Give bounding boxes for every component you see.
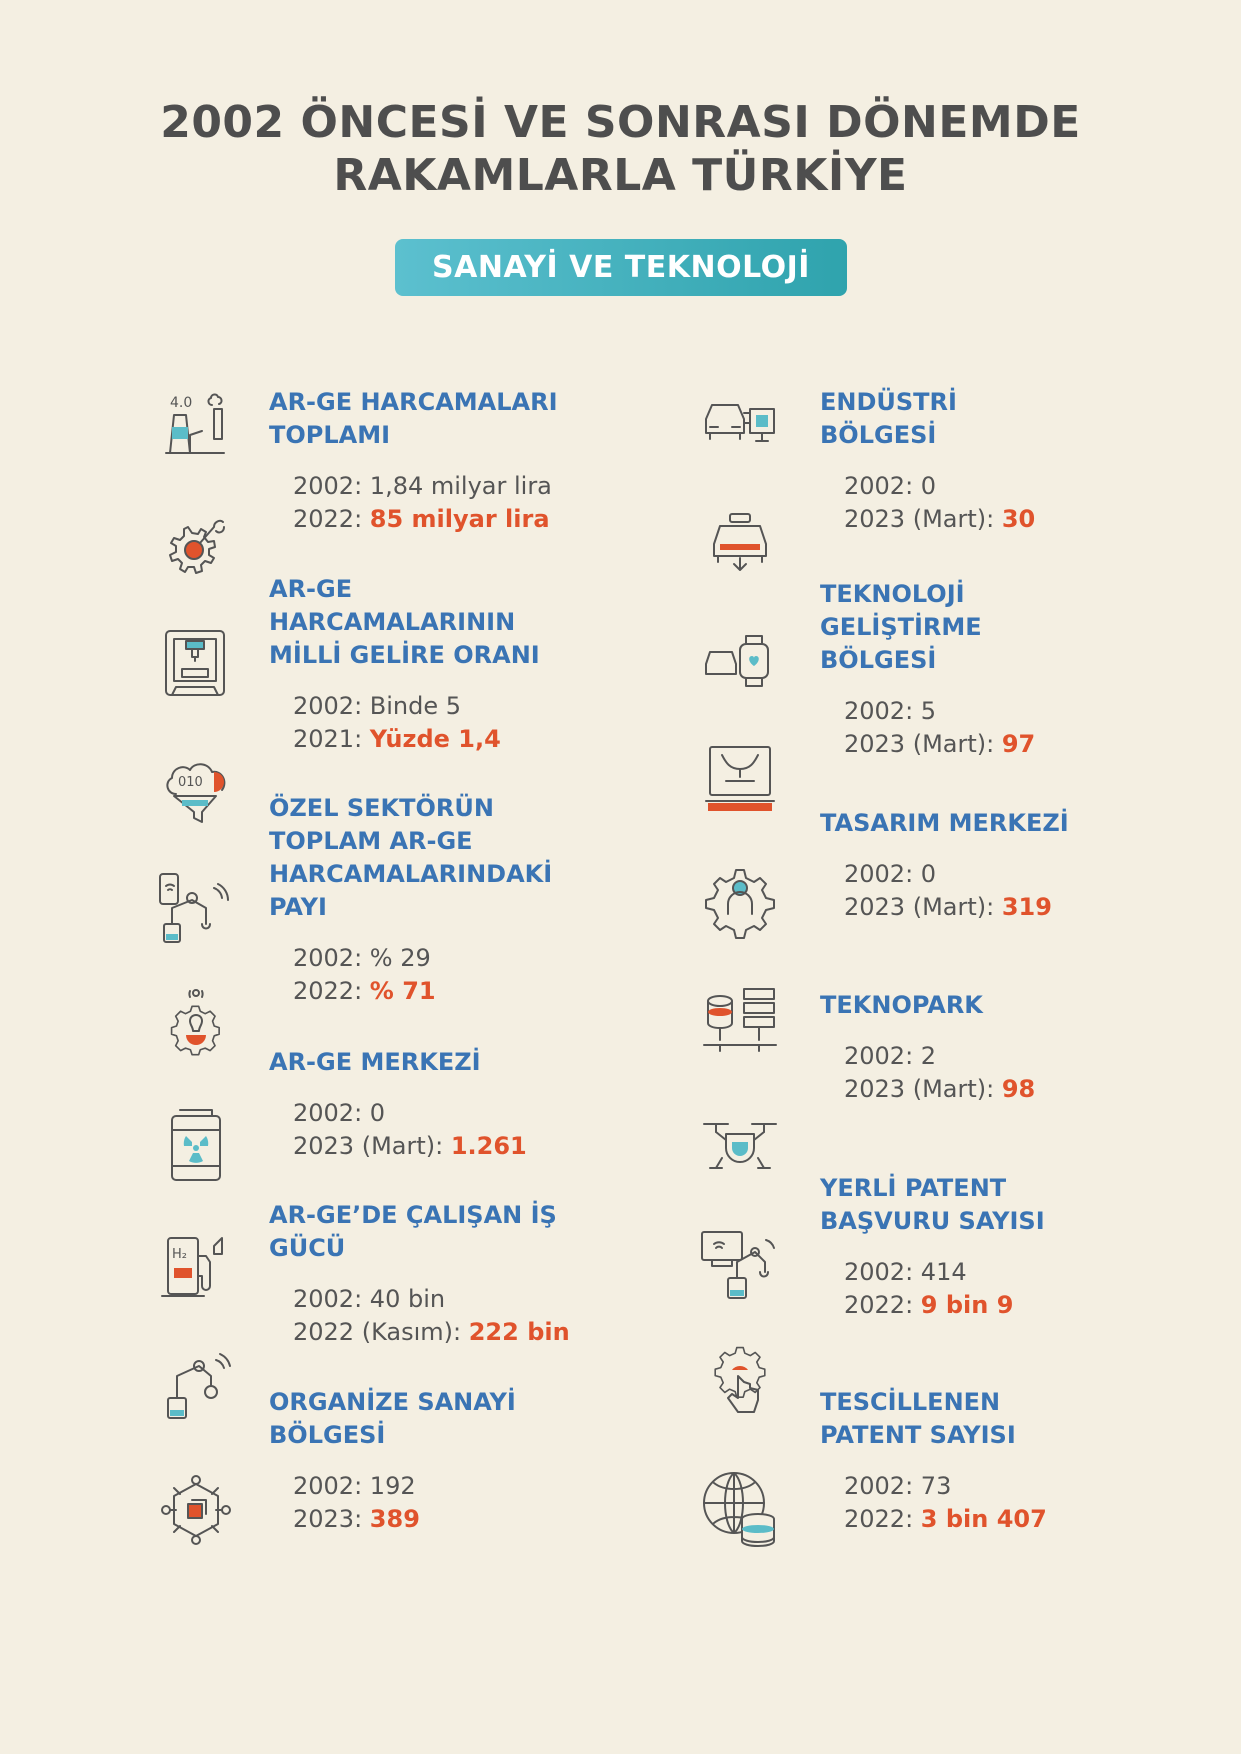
stat-after: 2022: % 71: [293, 977, 436, 1005]
stat-domestic-patent-applications: [820, 1172, 1150, 1322]
stat-organized-industrial-zone: [269, 1386, 609, 1536]
stat-industrial-zone: [820, 386, 1150, 536]
title-line-2: RAKAMLARLA TÜRKİYE: [333, 150, 908, 201]
stat-values: [844, 470, 1150, 536]
stat-before: 2002: 2: [844, 1042, 937, 1070]
stat-heading: TEKNOPARK: [820, 991, 983, 1019]
stat-values: [293, 470, 609, 536]
car-smartwatch-icon: [700, 620, 780, 700]
stat-design-center: [820, 807, 1150, 924]
stat-heading: TEKNOLOJİ GELİŞTİRME BÖLGESİ: [820, 580, 982, 674]
gear-touch-icon: [700, 1346, 780, 1426]
stat-heading: ORGANİZE SANAYİ BÖLGESİ: [269, 1388, 516, 1449]
robot-arm-icon: [156, 1346, 236, 1426]
stat-values: [293, 942, 609, 1008]
stat-before: 2002: 73: [844, 1472, 952, 1500]
stat-after: 2023 (Mart): 30: [844, 505, 1036, 533]
stat-heading: ÖZEL SEKTÖRÜN TOPLAM AR-GE HARCAMALARINDAKİ PAYI: [269, 794, 553, 921]
autonomous-car-icon: [700, 500, 780, 580]
stat-heading: TESCİLLENEN PATENT SAYISI: [820, 1388, 1016, 1449]
car-circuit-icon: [700, 383, 780, 463]
stat-values: [844, 858, 1150, 924]
svg-text:H₂: H₂: [172, 1247, 187, 1262]
stat-rd-gdp-ratio: [269, 573, 609, 756]
stat-heading: AR-GE’DE ÇALIŞAN İŞ GÜCÜ: [269, 1201, 557, 1262]
stat-before: 2002: % 29: [293, 944, 431, 972]
stat-after: 2023: 389: [293, 1505, 420, 1533]
stat-values: [293, 1097, 609, 1163]
globe-database-icon: [700, 1469, 780, 1549]
stat-values: [293, 1283, 609, 1349]
stat-after: 2022: 3 bin 407: [844, 1505, 1047, 1533]
hydrogen-station-icon: [156, 1226, 236, 1306]
stat-before: 2002: 0: [293, 1099, 386, 1127]
title-line-1: 2002 ÖNCESİ VE SONRASI DÖNEMDE: [160, 97, 1081, 148]
computer-robot-arm-icon: [700, 1226, 780, 1306]
stat-private-sector-share: [269, 792, 609, 1008]
gear-person-icon: [700, 862, 780, 942]
industry-4-0-icon: [156, 383, 236, 463]
stat-after: 2022 (Kasım): 222 bin: [293, 1318, 570, 1346]
stat-before: 2002: 0: [844, 472, 937, 500]
stat-technopark: [820, 989, 1150, 1106]
gear-wrench-icon: [156, 503, 236, 583]
stat-technology-development-zone: [820, 578, 1150, 761]
stat-heading: AR-GE MERKEZİ: [269, 1048, 481, 1076]
cloud-data-funnel-icon: [156, 748, 236, 828]
stat-after: 2022: 85 milyar lira: [293, 505, 550, 533]
stat-heading: ENDÜSTRİ BÖLGESİ: [820, 388, 957, 449]
stat-before: 2002: 192: [293, 1472, 416, 1500]
svg-text:010: 010: [178, 775, 203, 790]
stat-rd-centers: [269, 1046, 609, 1163]
computer-monitor-icon: [700, 741, 780, 821]
3d-printer-icon: [156, 623, 236, 703]
stat-before: 2002: Binde 5: [293, 692, 462, 720]
stat-values: [844, 1040, 1150, 1106]
gear-bulb-icon: [156, 985, 236, 1065]
drone-icon: [700, 1108, 780, 1188]
stat-values: [293, 690, 609, 756]
network-cube-icon: [156, 1470, 236, 1550]
stat-heading: AR-GE HARCAMALARININ MİLLİ GELİRE ORANI: [269, 575, 540, 669]
stat-before: 2002: 5: [844, 697, 937, 725]
stat-before: 2002: 414: [844, 1258, 967, 1286]
stat-values: [844, 1470, 1150, 1536]
page-title: [0, 96, 1241, 202]
stat-heading: AR-GE HARCAMALARI TOPLAMI: [269, 388, 558, 449]
stat-heading: YERLİ PATENT BAŞVURU SAYISI: [820, 1174, 1045, 1235]
stat-after: 2023 (Mart): 1.261: [293, 1132, 527, 1160]
phone-robot-arm-icon: [156, 868, 236, 948]
stat-values: [293, 1470, 609, 1536]
stat-after: 2023 (Mart): 98: [844, 1075, 1036, 1103]
stat-rd-workforce: [269, 1199, 609, 1349]
stat-after: 2023 (Mart): 319: [844, 893, 1052, 921]
stat-before: 2002: 1,84 milyar lira: [293, 472, 552, 500]
radioactive-barrel-icon: [156, 1106, 236, 1186]
stat-values: [844, 1256, 1150, 1322]
stat-after: 2021: Yüzde 1,4: [293, 725, 501, 753]
stat-after: 2022: 9 bin 9: [844, 1291, 1014, 1319]
stat-before: 2002: 40 bin: [293, 1285, 446, 1313]
stat-heading: TASARIM MERKEZİ: [820, 809, 1069, 837]
svg-text:4.0: 4.0: [170, 395, 193, 411]
stat-values: [844, 695, 1150, 761]
stat-after: 2023 (Mart): 97: [844, 730, 1036, 758]
stat-rd-spending: [269, 386, 609, 536]
section-badge: SANAYİ VE TEKNOLOJİ: [395, 239, 847, 296]
server-network-icon: [700, 983, 780, 1063]
stat-registered-patents: [820, 1386, 1150, 1536]
stat-before: 2002: 0: [844, 860, 937, 888]
